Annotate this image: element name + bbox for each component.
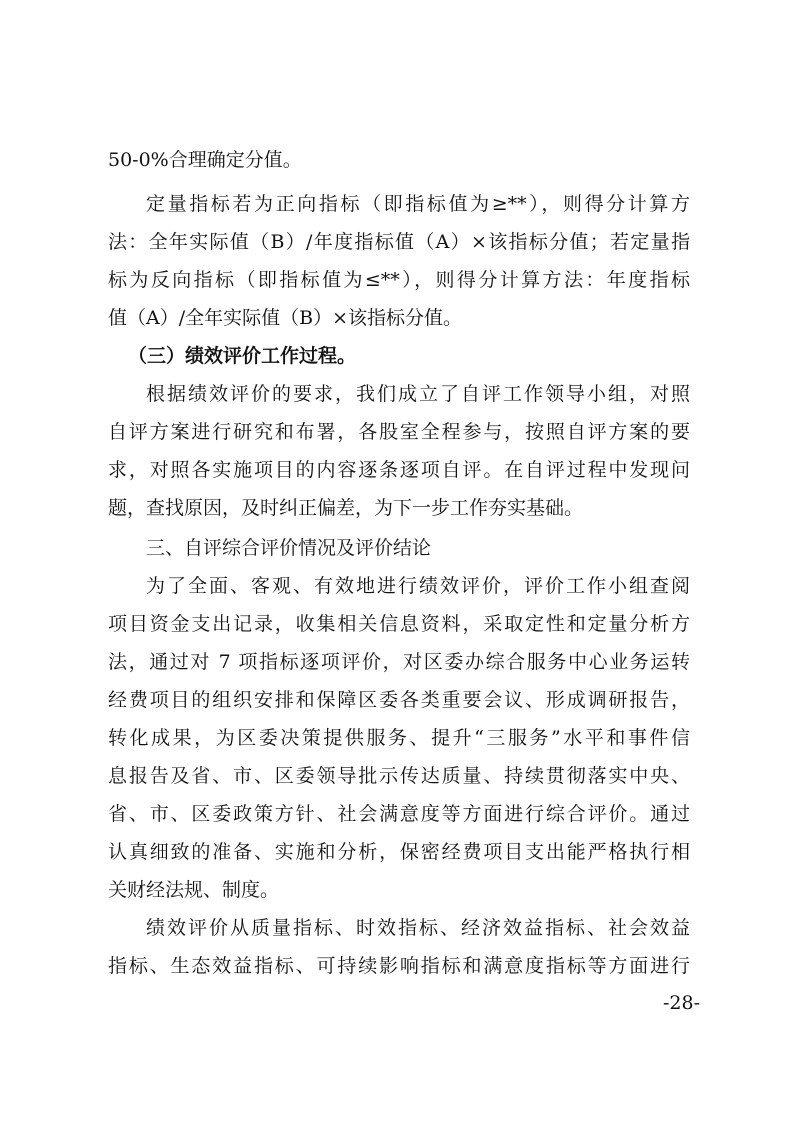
section-heading: （三）绩效评价工作过程。: [128, 345, 357, 367]
body-text-line: 50-0%合理确定分值。: [108, 149, 302, 171]
body-text-line: 为了全面、客观、有效地进行绩效评价，评价工作小组查阅: [146, 575, 690, 597]
body-text-line: 息报告及省、市、区委领导批示传达质量、持续贯彻落实中央、: [108, 765, 690, 787]
body-text-line: 值（A）/全年实际值（B）×该指标分值。: [108, 307, 463, 329]
body-text-line: 根据绩效评价的要求，我们成立了自评工作领导小组，对照: [146, 383, 690, 405]
body-text-line: 求，对照各实施项目的内容逐条逐项自评。在自评过程中发现问: [108, 459, 690, 481]
body-text-line: 法：全年实际值（B）/年度指标值（A）×该指标分值；若定量指: [108, 231, 690, 253]
body-text-line: 省、市、区委政策方针、社会满意度等方面进行综合评价。通过: [108, 803, 690, 825]
body-text-line: 经费项目的组织安排和保障区委各类重要会议、形成调研报告，: [108, 689, 690, 711]
body-text-line: 关财经法规、制度。: [108, 879, 280, 901]
section-heading: 三、自评综合评价情况及评价结论: [146, 537, 432, 559]
body-text-line: 指标、生态效益指标、可持续影响指标和满意度指标等方面进行: [108, 955, 690, 977]
page-number: -28-: [662, 992, 700, 1014]
body-text-line: 定量指标若为正向指标（即指标值为≥**），则得分计算方: [146, 193, 690, 215]
body-text-line: 项目资金支出记录，收集相关信息资料，采取定性和定量分析方: [108, 613, 690, 635]
body-text-line: 法，通过对 7 项指标逐项评价，对区委办综合服务中心业务运转: [108, 651, 690, 673]
body-text-line: 绩效评价从质量指标、时效指标、经济效益指标、社会效益: [146, 917, 690, 939]
body-text-line: 自评方案进行研究和布署，各股室全程参与，按照自评方案的要: [108, 421, 690, 443]
body-text-line: 标为反向指标（即指标值为≤**），则得分计算方法：年度指标: [108, 269, 690, 291]
body-text-line: 题，查找原因，及时纠正偏差，为下一步工作夯实基础。: [108, 497, 584, 519]
body-text-line: 转化成果，为区委决策提供服务、提升“三服务”水平和事件信: [108, 727, 690, 749]
body-text-line: 认真细致的准备、实施和分析，保密经费项目支出能严格执行相: [108, 841, 690, 863]
